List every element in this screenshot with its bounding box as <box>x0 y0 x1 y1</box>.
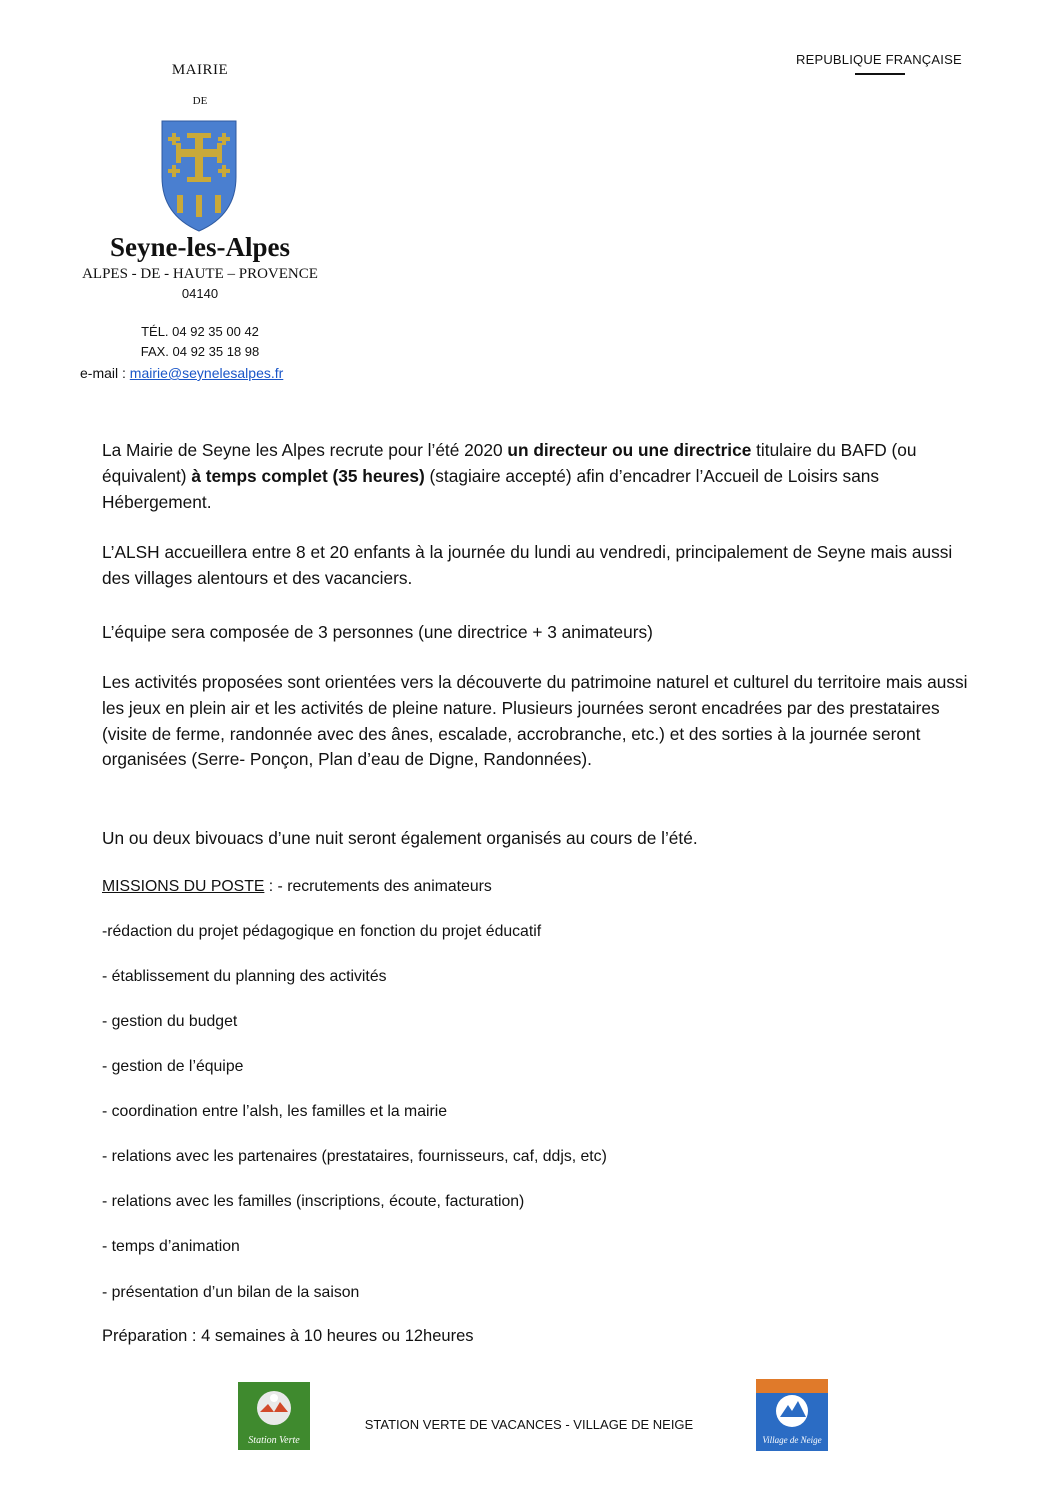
republique-underline <box>855 73 905 75</box>
paragraph-bivouacs: Un ou deux bivouacs d’une nuit seront également organisés au cours de l’été. <box>102 828 698 848</box>
paragraph-intro <box>102 438 982 515</box>
department-name: ALPES - DE - HAUTE – PROVENCE <box>82 266 318 282</box>
republique-francaise-label: REPUBLIQUE FRANÇAISE <box>796 52 962 67</box>
de-label: DE <box>192 95 208 107</box>
missions-first-item: : - recrutements des animateurs <box>264 878 492 895</box>
mairie-label: MAIRIE <box>171 62 229 78</box>
mission-item: - gestion de l’équipe <box>102 1058 244 1075</box>
village-de-neige-logo-text: Village de Neige <box>762 1435 822 1445</box>
intro-text-3: (stagiaire accepté) afin d’encadrer l’Accueil de Loisirs sans Hébergement. <box>102 465 880 512</box>
mission-item: - présentation d’un bilan de la saison <box>102 1284 360 1301</box>
intro-bold-hours: à temps complet (35 heures) <box>191 465 425 486</box>
preparation-value: : 4 semaines à 10 heures ou 12heures <box>187 1327 474 1345</box>
town-name: Seyne-les-Alpes <box>110 232 290 262</box>
paragraph-activites: Les activités proposées sont orientées vers la découverte du patrimoine naturel et culturel du territoire mais aussi les jeux en plein air et les activités de pleine nature. Plusieurs journées seront encadrées par des prestataires (visite de ferme, randonnée avec des ânes, escalade, accrobranche, etc.) et des sorties à la journée seront organisées (Serre- Ponçon, Plan d’eau de Digne, Randonnées). <box>102 672 968 770</box>
email-link[interactable]: mairie@seynelesalpes.fr <box>129 365 284 381</box>
footer-text: STATION VERTE DE VACANCES - VILLAGE DE NEIGE <box>364 1417 694 1432</box>
intro-text-1: La Mairie de Seyne les Alpes recrute pour l’été 2020 <box>102 440 508 460</box>
mission-item: - coordination entre l’alsh, les familles et la mairie <box>102 1103 448 1120</box>
email-line <box>80 365 283 381</box>
station-verte-logo-icon <box>238 1382 310 1450</box>
intro-bold-position: un directeur ou une directrice <box>507 440 752 460</box>
town-crest-icon <box>132 115 264 235</box>
preparation-line <box>102 1327 474 1346</box>
mission-item: - gestion du budget <box>102 1013 238 1030</box>
missions-heading: MISSIONS DU POSTE <box>102 878 265 895</box>
mission-item: -rédaction du projet pédagogique en fonction du projet éducatif <box>102 923 542 940</box>
fax: FAX. 04 92 35 18 98 <box>140 344 260 359</box>
intro-text-2: titulaire du BAFD (ou équivalent) <box>102 440 917 486</box>
paragraph-equipe: L’équipe sera composée de 3 personnes (une directrice + 3 animateurs) <box>102 622 653 642</box>
missions-heading-line <box>102 876 492 898</box>
mission-item: - temps d’animation <box>102 1238 240 1255</box>
station-verte-logo-text: Station Verte <box>248 1435 300 1446</box>
mission-item: - relations avec les familles (inscriptions, écoute, facturation) <box>102 1193 525 1210</box>
village-de-neige-logo-icon <box>756 1379 828 1451</box>
mission-item: - établissement du planning des activités <box>102 968 387 985</box>
mission-item: - relations avec les partenaires (prestataires, fournisseurs, caf, ddjs, etc) <box>102 1148 607 1165</box>
paragraph-alsh: L’ALSH accueillera entre 8 et 20 enfants à la journée du lundi au vendredi, principalement de Seyne mais aussi des villages alentours et des vacanciers. <box>102 542 953 588</box>
email-label: e-mail : <box>80 365 130 381</box>
telephone: TÉL. 04 92 35 00 42 <box>141 324 259 339</box>
postcode: 04140 <box>181 286 219 301</box>
preparation-label: Préparation <box>102 1327 188 1345</box>
